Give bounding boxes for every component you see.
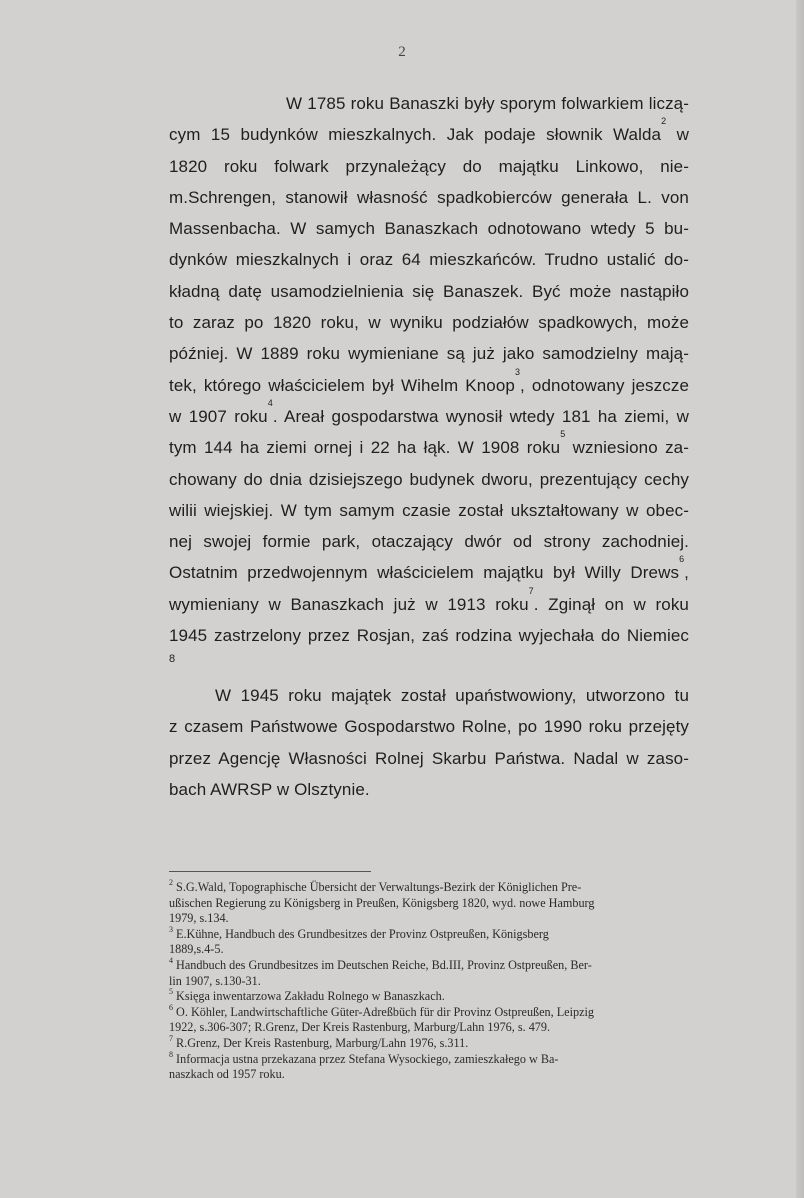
text-line: chowany do dnia dzisiejszego budynek dworu, prezentujący cechy [169, 469, 689, 489]
page-edge [796, 0, 804, 1198]
footnote-mark: 4 [169, 955, 173, 965]
footnote-mark: 6 [169, 1002, 173, 1012]
footnote-ref: 6 [679, 554, 685, 565]
text-line: W 1945 roku majątek został upaństwowiony, utworzono tu [215, 686, 689, 705]
text-line: przez Agencję Własności Rolnej Skarbu Państwa. Nadal w zaso- [169, 748, 689, 768]
footnote-line: ußischen Regierung zu Königsberg in Preußen, Königsberg 1820, wyd. nowe Hamburg [169, 895, 595, 910]
text-line: bach AWRSP w Olsztynie. [169, 779, 370, 799]
footnote-line: 1922, s.306-307; R.Grenz, Der Kreis Rastenburg, Marburg/Lahn 1976, s. 479. [169, 1020, 551, 1035]
page-number: 2 [398, 44, 406, 60]
text-line: W 1785 roku Banaszki były sporym folwarkiem liczą- [286, 94, 689, 113]
footnote-ref: 3 [514, 366, 521, 377]
footnote-ref: 7 [528, 585, 534, 596]
text-line: Massenbacha. W samych Banaszkach odnotowano wtedy 5 bu- [169, 219, 689, 239]
footnote-mark: 7 [169, 1033, 173, 1043]
footnote-ref: 2 [661, 116, 667, 127]
footnote-mark: 2 [169, 878, 173, 887]
footnote-line: $^3$ E.Kühne, Handbuch des Grundbesitzes der Provinz Ostpreußen, Königsberg [169, 924, 549, 941]
text-line: kładną datę usamodzielnienia się Banaszek. Być może nastąpiło [169, 281, 689, 301]
text-line: wymieniany w Banaszkach już w 1913 roku$^7$. Zginął on w roku [169, 585, 689, 614]
text-line: tym 144 ha ziemi ornej i 22 ha łąk. W 1908 roku$^5$ wzniesiono za- [169, 429, 689, 458]
text-line: z czasem Państwowe Gospodarstwo Rolne, po 1990 roku przejęty [169, 717, 689, 737]
footnote-line: $^4$ Handbuch des Grundbesitzes im Deutschen Reiche, Bd.III, Provinz Ostpreußen, Ber- [169, 955, 592, 972]
footnote-line: $^7$ R.Grenz, Der Kreis Rastenburg, Marburg/Lahn 1976, s.311. [169, 1033, 469, 1050]
paragraph-1 [169, 88, 689, 667]
text-line: później. W 1889 roku wymieniane są już jako samodzielny mają- [169, 344, 689, 364]
footnote-line: $^6$ O. Köhler, Landwirtschaftliche Güter-Adreßbüch für dir Provinz Ostpreußen, Leipzig [169, 1002, 594, 1019]
paragraph-2 [169, 680, 689, 805]
text-line: 1945 zastrzelony przez Rosjan, zaś rodzina wyjechała do Niemiec [169, 626, 689, 646]
text-line: nej swojej formie park, otaczający dwór od strony zachodniej. [169, 532, 689, 552]
footnote-line: 1889,s.4-5. [169, 942, 224, 957]
footnote-mark: 5 [169, 987, 173, 997]
footnote-line: $^8$ Informacja ustna przekazana przez Stefana Wysockiego, zamieszkałego w Ba- [169, 1049, 559, 1066]
footnotes [169, 880, 674, 1083]
text-line: to zaraz po 1820 roku, w wyniku podziałów spadkowych, może [169, 313, 689, 333]
footnote-mark: 8 [169, 1049, 173, 1059]
footnote-ref: 4 [267, 397, 273, 408]
text-line: wilii wiejskiej. W tym samym czasie został ukształtowany w obec- [169, 500, 689, 520]
text-line: tek, którego właścicielem był Wihelm Knoop$^3$, odnotowany jeszcze [169, 366, 689, 395]
text-line: cym 15 budynków mieszkalnych. Jak podaje słownik Walda$^2$ w [169, 116, 690, 145]
text-line: m.Schrengen, stanowił własność spadkobierców generała L. von [169, 187, 689, 207]
footnote-line: $^2$ S.G.Wald, Topographische Übersicht der Verwaltungs-Bezirk der Königlichen Pre- [169, 878, 582, 894]
text-line: Ostatnim przedwojennym właścicielem majątku był Willy Drews$^6$, [169, 554, 689, 583]
footnote-line: lin 1907, s.130-31. [169, 973, 261, 988]
footnote-line: $^5$ Księga inwentarzowa Zakładu Rolnego w Banaszkach. [169, 987, 445, 1004]
text-line: dynków mieszkalnych i oraz 64 mieszkańców. Trudno ustalić do- [169, 250, 689, 270]
footnote-line: naszkach od 1957 roku. [169, 1067, 285, 1082]
footnote-separator [169, 871, 371, 872]
footnote-ref: 5 [560, 429, 566, 440]
footnote-line: 1979, s.134. [169, 911, 229, 926]
text-line: w 1907 roku$^4$. Areał gospodarstwa wynosił wtedy 181 ha ziemi, w [169, 397, 689, 426]
footnote-ref-line: 8 [169, 653, 176, 666]
text-line: 1820 roku folwark przynależący do majątku Linkowo, nie- [169, 156, 689, 176]
footnote-mark: 3 [169, 924, 173, 934]
